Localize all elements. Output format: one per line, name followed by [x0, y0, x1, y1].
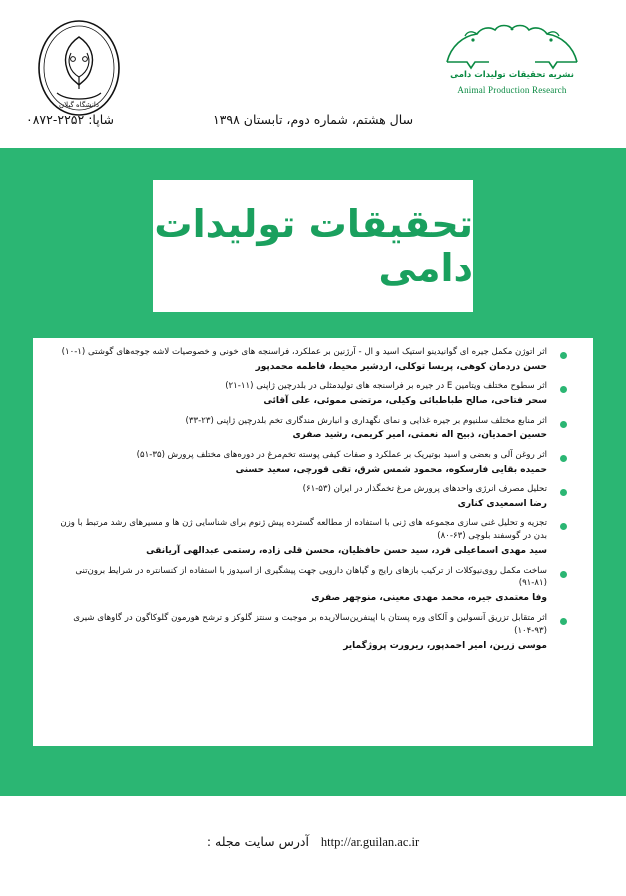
- list-item[interactable]: [33, 612, 593, 653]
- bullet-icon: [560, 455, 567, 462]
- article-title: اثر اتوژن مکمل جیره ای گوانیدینو استیک اسید و ال - آرژنین بر عملکرد، فراسنجه های خونی و خصوصیات لاشه جوجه‌های گوشتی (۱-۱۰): [61, 347, 547, 357]
- cover-green-panel: [0, 148, 626, 796]
- article-title: اثر متقابل تزریق آنسولین و آلکای وره پستان با اپینفرین‌سالاریده بر موجبت و سنتز گلوکز و ترشح هورمون گلوکاگون در گاوهای شیری (۹۳-۱۰۴): [73, 612, 547, 636]
- table-of-contents: [33, 338, 593, 746]
- cover-header: [0, 0, 626, 148]
- svg-text:دانشگاه گیلان: دانشگاه گیلان: [59, 101, 99, 109]
- article-authors: رضا اسمعیدی کناری: [457, 499, 547, 510]
- bullet-icon: [560, 386, 567, 393]
- journal-logo-title-en: Animal Production Research: [457, 85, 567, 96]
- article-authors: حسن دردمان کوهی، پریسا توکلی، اردشیر محیط، فاطمه محمدپور: [255, 361, 547, 372]
- list-item[interactable]: [33, 346, 593, 374]
- journal-website-row: [0, 834, 626, 850]
- university-seal-icon: [24, 18, 134, 118]
- list-item[interactable]: [33, 565, 593, 606]
- journal-website-link[interactable]: http://ar.guilan.ac.ir: [320, 835, 420, 849]
- bullet-icon: [560, 523, 567, 530]
- issn-label: شاپا: ۲۲۵۲-۰۸۷۲: [26, 112, 114, 127]
- bullet-icon: [560, 352, 567, 359]
- article-title: تجزیه و تحلیل غنی سازی مجموعه های ژنی با استفاده از مطالعه گسترده پیش ژنوم برای شناسایی ژن ها و مسیرهای رشد مرتبط با وزن بدن در گوسفند بلوچی (۶۳-۸۰): [60, 518, 547, 542]
- bullet-icon: [560, 618, 567, 625]
- article-authors: حمیده بقایی فارسکوه، محمود شمس شرق، تقی قورچی، سعید حسنی: [235, 464, 547, 475]
- list-item[interactable]: [33, 517, 593, 558]
- cover-title: تحقیقات تولیدات دامی: [154, 202, 473, 290]
- list-item[interactable]: [33, 415, 593, 443]
- list-item[interactable]: [33, 380, 593, 408]
- article-authors: سحر فتاحی، صالح طباطبائی وکیلی، مرتضی مموئی، علی آقائی: [263, 396, 547, 407]
- article-authors: وفا معتمدی جیره، محمد مهدی معینی، منوچهر صفری: [311, 593, 547, 604]
- list-item[interactable]: [33, 449, 593, 477]
- journal-logo: [422, 16, 602, 116]
- article-title: اثر روغن آلی و بعضی و اسید بوتیریک بر عملکرد و صفات کیفی پوسته تخم‌مرغ در دوره‌های مختلف پرورش (۳۵-۵۱): [136, 449, 547, 460]
- article-title: اثر منابع مختلف سلنیوم بر جیره غذایی و نمای نگهداری و انبارش مندگاری تخم بلدرچین ژاپنی (۲۳-۳۳): [185, 415, 547, 426]
- article-title: ساخت مکمل روی‌نیوکلات از ترکیب بازهای رایج و گیاهان دارویی جهت پیشگیری از اسیدوز با استفاده از کنسانتره در شرایط برون‌تنی (۸۱-۹۱): [75, 565, 547, 589]
- bullet-icon: [560, 489, 567, 496]
- cover-title-plate: [153, 180, 473, 312]
- bullet-icon: [560, 571, 567, 578]
- cover-footer: [0, 796, 626, 896]
- article-title: اثر سطوح مختلف ویتامین E در جیره بر فراسنجه های تولیدمثلی در بلدرچین ژاپنی (۱۱-۲۱): [225, 381, 547, 392]
- article-authors: سید مهدی اسماعیلی فرد، سید حسن حافظیان، محسن قلی زاده، رستمی عبدالهی آریانقی: [146, 546, 547, 557]
- list-item[interactable]: [33, 483, 593, 511]
- article-title: تحلیل مصرف انرژی واحدهای پرورش مرغ تخمگذار در ایران (۵۳-۶۱): [302, 484, 547, 495]
- journal-logo-title-fa: نشریه تحقیقات تولیدات دامی: [450, 70, 574, 80]
- article-authors: موسی زرین، امیر احمدپور، ریرورت پروژگمایر: [343, 640, 547, 651]
- journal-website-label: آدرس سایت مجله :: [206, 834, 309, 849]
- article-authors: حسین احمدیان، ذبیح اله نعمتی، امیر کریمی، رشید صفری: [292, 430, 547, 441]
- bullet-icon: [560, 421, 567, 428]
- issue-line: سال هشتم، شماره دوم، تابستان ۱۳۹۸: [212, 112, 414, 127]
